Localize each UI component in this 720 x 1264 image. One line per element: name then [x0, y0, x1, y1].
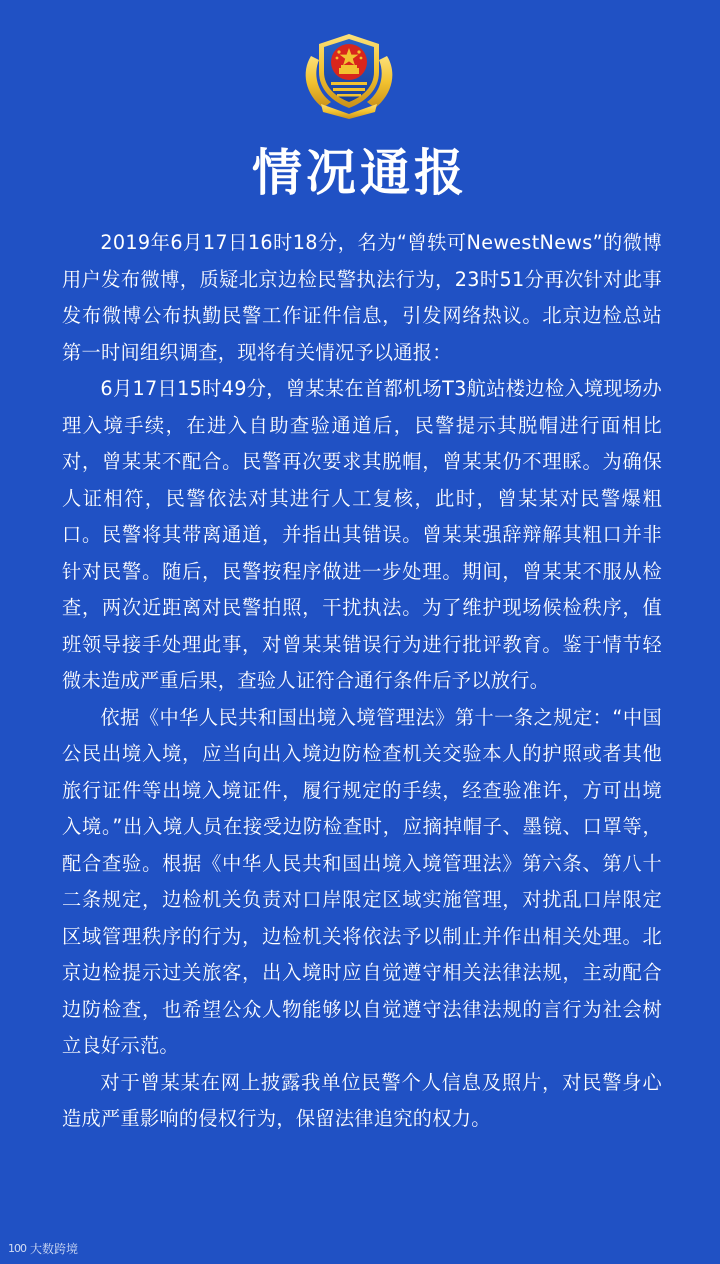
- notice-paragraph-3: 依据《中华人民共和国出境入境管理法》第十一条之规定：“中国公民出境入境，应当向出入境边防检查机关交验本人的护照或者其他旅行证件等出境入境证件，履行规定的手续，经查验准许，方可出境入境。”出入境人员在接受边防检查时，应摘掉帽子、墨镜、口罩等，配合查验。根据《中华人民共和国出境入境管理法》第六条、第八十二条规定，边检机关负责对口岸限定区域实施管理，对扰乱口岸限定区域管理秩序的行为，边检机关将依法予以制止并作出相关处理。北京边检提示过关旅客，出入境时应自觉遵守相关法律法规，主动配合边防检查，也希望公众人物能够以自觉遵守法律法规的言行为社会树立良好示范。: [62, 705, 662, 1057]
- notice-title: 情况通报: [252, 143, 468, 202]
- notice-body: [62, 225, 662, 1138]
- watermark-label: 大数跨境: [30, 1241, 79, 1256]
- watermark: [8, 1238, 78, 1258]
- notice-paragraph-2: 6月17日15时49分，曾某某在首都机场T3航站楼边检入境现场办理入境手续，在进入自助查验通道后，民警提示其脱帽进行面相比对，曾某某不配合。民警再次要求其脱帽，曾某某仍不理睬。为确保人证相符，民警依法对其进行人工复核，此时，曾某某对民警爆粗口。民警将其带离通道，并指出其错误。曾某某强辞辩解其粗口并非针对民警。随后，民警按程序做进一步处理。期间，曾某某不服从检查，两次近距离对民警拍照，干扰执法。为了维护现场候检秩序，值班领导接手处理此事，对曾某某错误行为进行批评教育。鉴于情节轻微未造成严重后果，查验人证符合通行条件后予以放行。: [62, 377, 662, 692]
- notice-paragraph-4: 对于曾某某在网上披露我单位民警个人信息及照片，对民警身心造成严重影响的侵权行为，保留法律追究的权力。: [62, 1070, 662, 1130]
- notice-paragraph-1: 2019年6月17日16时18分，名为“曾轶可NewestNews”的微博用户发布微博，质疑北京边检民警执法行为，23时51分再次针对此事发布微博公布执勤民警工作证件信息，引发网络热议。北京边检总站第一时间组织调查，现将有关情况予以通报：: [62, 231, 662, 364]
- watermark-logo-icon: 100: [8, 1241, 26, 1255]
- police-emblem-icon: [297, 22, 401, 120]
